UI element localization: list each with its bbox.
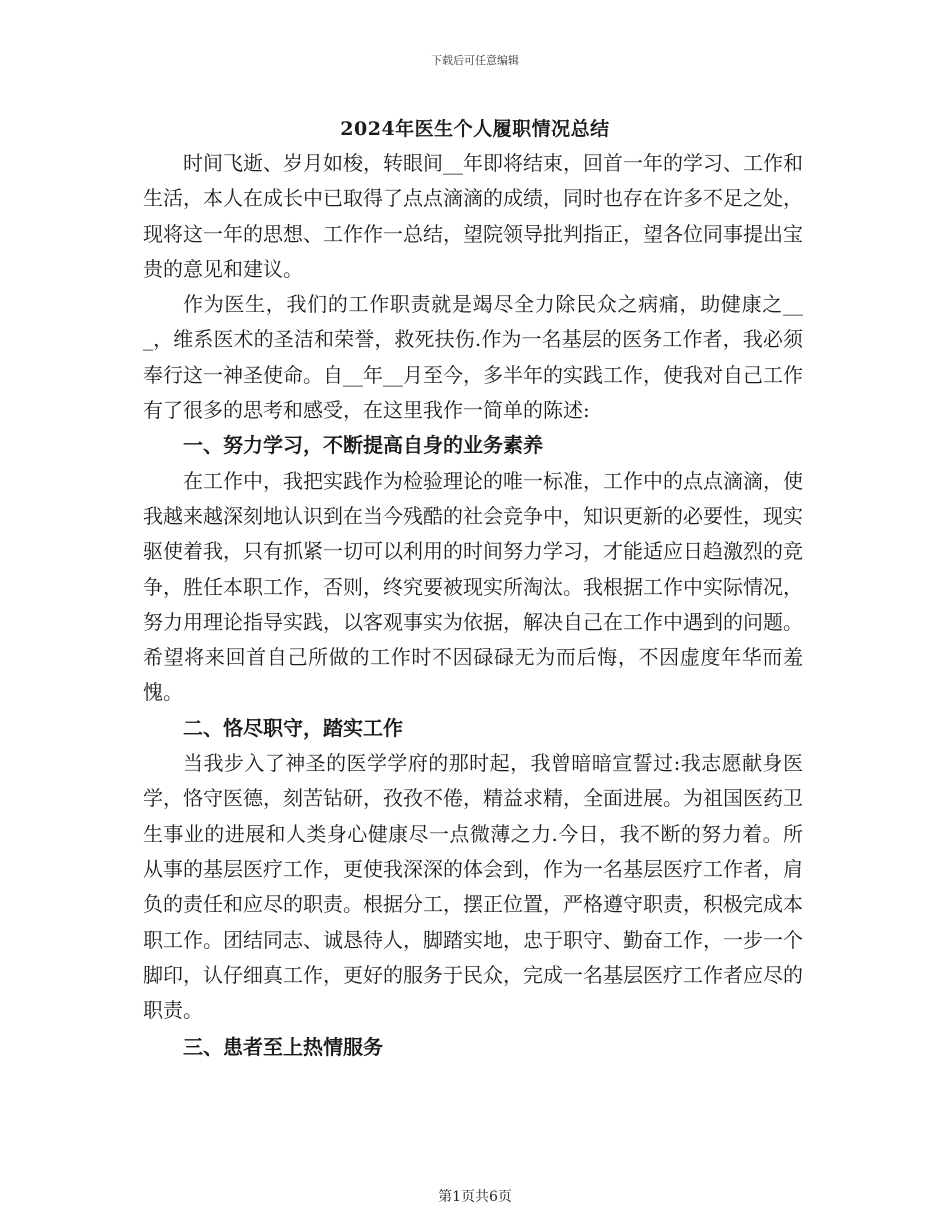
paragraph-duty: 作为医生，我们的工作职责就是竭尽全力除民众之病痛，助健康之___，维系医术的圣洁和荣誉，救死扶伤.作为一名基层的医务工作者，我必须奉行这一神圣使命。自__年__月至今，多半年的实践工作，使我对自己工作有了很多的思考和感受，在这里我作一简单的陈述:: [143, 292, 803, 423]
document-body: [143, 146, 803, 1066]
paragraph-study: 在工作中，我把实践作为检验理论的唯一标准，工作中的点点滴滴，使我越来越深刻地认识到在当今残酷的社会竞争中，知识更新的必要性，现实驱使着我，只有抓紧一切可以利用的时间努力学习，才能适应日趋激烈的竞争，胜任本职工作，否则，终究要被现实所淘汰。我根据工作中实际情况，努力用理论指导实践，以客观事实为依据，解决自己在工作中遇到的问题。希望将来回首自己所做的工作时不因碌碌无为而后悔，不因虚度年华而羞愧。: [143, 468, 803, 705]
paragraph-intro: 时间飞逝、岁月如梭，转眼间__年即将结束，回首一年的学习、工作和生活，本人在成长中已取得了点点滴滴的成绩，同时也存在许多不足之处，现将这一年的思想、工作作一总结，望院领导批判指正，望各位同事提出宝贵的意见和建议。: [143, 151, 803, 281]
paragraph-work: 当我步入了神圣的医学学府的那时起，我曾暗暗宣誓过:我志愿献身医学，恪守医德，刻苦钻研，孜孜不倦，精益求精，全面进展。为祖国医药卫生事业的进展和人类身心健康尽一点微薄之力.今日，我不断的努力着。所从事的基层医疗工作，更使我深深的体会到，作为一名基层医疗工作者，肩负的责任和应尽的职责。根据分工，摆正位置，严格遵守职责，积极完成本职工作。团结同志、诚恳待人，脚踏实地，忠于职守、勤奋工作，一步一个脚印，认仔细真工作，更好的服务于民众，完成一名基层医疗工作者应尽的职责。: [143, 751, 803, 1023]
document-title: 2024年医生个人履职情况总结: [340, 118, 610, 140]
header-note: 下载后可任意编辑: [431, 54, 519, 67]
section-heading-2: 二、恪尽职守，踏实工作: [183, 715, 403, 740]
section-heading-1: 一、努力学习，不断提高自身的业务素养: [183, 433, 543, 458]
section-heading-3: 三、患者至上热情服务: [183, 1035, 383, 1060]
page-number-footer: 第1页共6页: [438, 1189, 512, 1205]
